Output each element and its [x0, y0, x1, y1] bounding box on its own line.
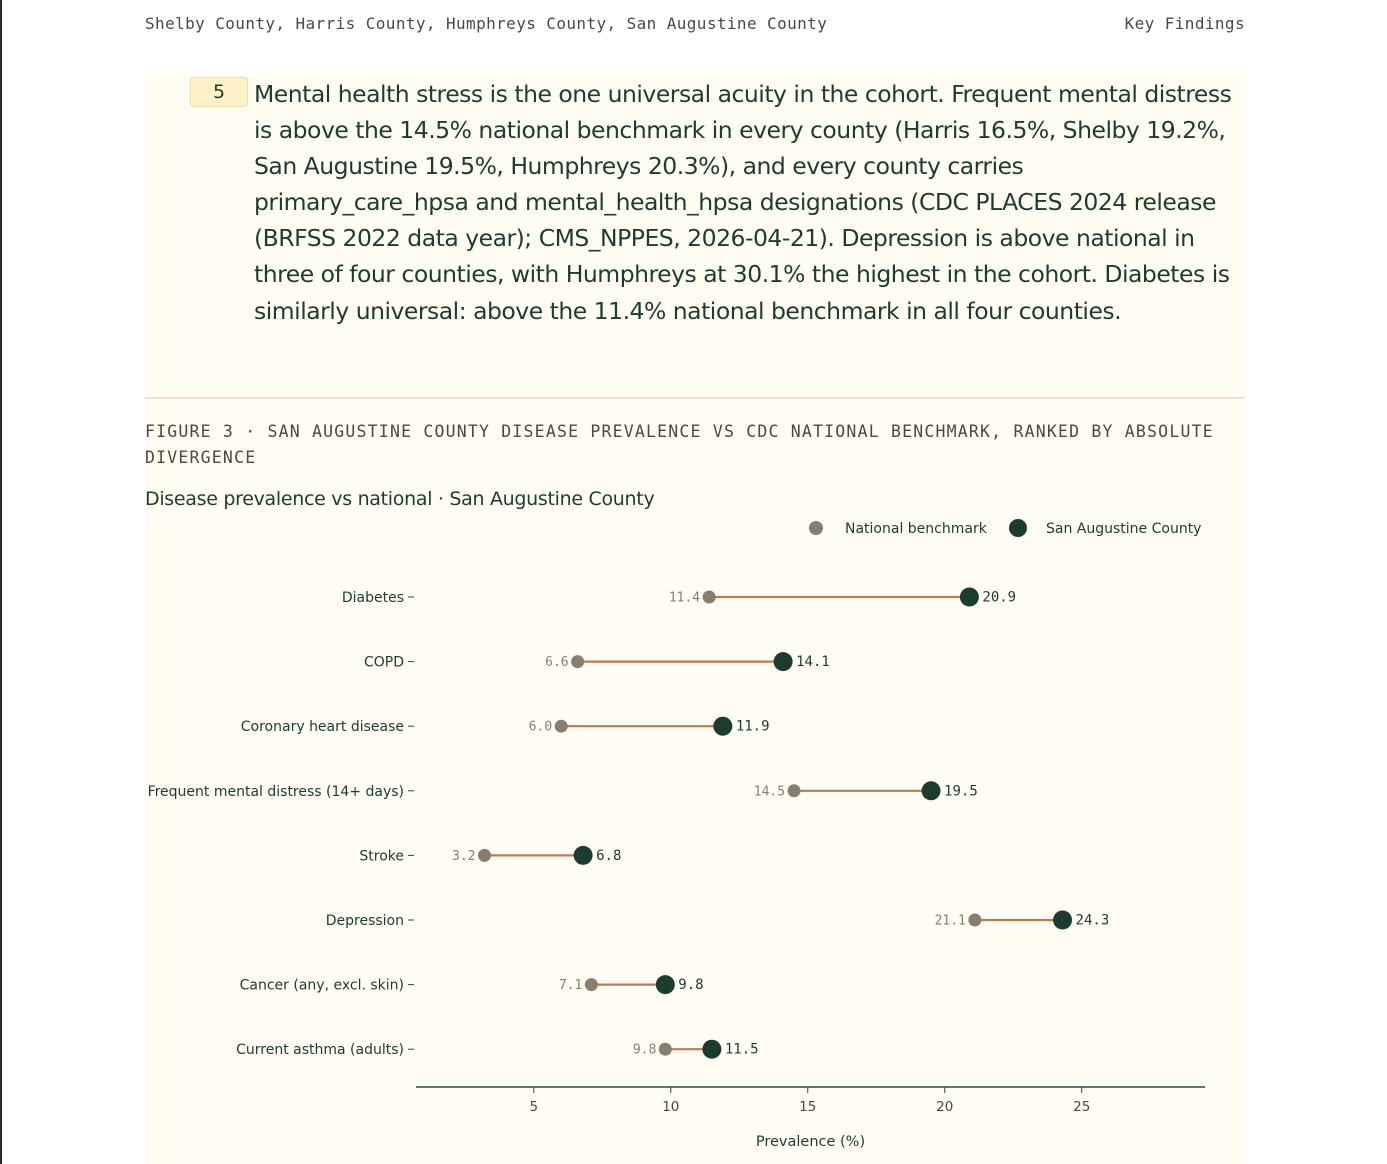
- category-label: Depression: [325, 913, 404, 929]
- county-value-label: 20.9: [982, 589, 1017, 606]
- county-value-label: 14.1: [796, 654, 830, 671]
- national-point: [585, 978, 598, 991]
- x-axis-label: Prevalence (%): [755, 1134, 866, 1150]
- legend-label-county: San Augustine County: [1046, 521, 1202, 537]
- category-label: Frequent mental distress (14+ days): [147, 783, 404, 800]
- dumbbell-chart: [145, 399, 1245, 1164]
- national-point: [478, 849, 491, 862]
- national-value-label: 14.5: [753, 784, 786, 800]
- national-point: [968, 914, 981, 927]
- county-point: [702, 1040, 721, 1059]
- national-value-label: 3.2: [452, 848, 476, 864]
- x-tick-label: 25: [1073, 1099, 1091, 1115]
- county-point: [960, 588, 979, 607]
- x-tick-label: 15: [799, 1099, 817, 1115]
- county-value-label: 6.8: [596, 847, 622, 864]
- finding-text: Mental health stress is the one universal acuity in the cohort. Frequent mental distress is above the 14.5% national benchmark in every county (Harris 16.5%, Shelby 19.2%, San Augustine 19.5%, Humphreys 20.3%), and every county carries primary_care_hpsa and mental_health_hpsa designations (CDC PLACES 2024 release (BRFSS 2022 data year); CMS_NPPES, 2026-04-21). Depression is above national in three of four counties, with Humphreys at 30.1% the highest in the cohort. Diabetes is similarly universal: above the 11.4% national benchmark in all four counties.: [254, 80, 1232, 325]
- national-value-label: 11.4: [668, 590, 701, 606]
- category-label: Diabetes: [341, 590, 404, 606]
- x-tick-label: 10: [662, 1099, 680, 1115]
- national-value-label: 7.1: [558, 978, 583, 994]
- header-counties: Shelby County, Harris County, Humphreys County, San Augustine County: [145, 14, 828, 33]
- national-value-label: 21.1: [934, 913, 966, 929]
- national-point: [571, 655, 584, 668]
- category-label: Coronary heart disease: [240, 719, 404, 736]
- national-point: [659, 1043, 672, 1056]
- chart-title: Disease prevalence vs national · San Augustine County: [145, 488, 655, 510]
- category-label: Cancer (any, excl. skin): [239, 977, 404, 994]
- finding-number-badge: 5: [190, 77, 248, 107]
- county-point: [1053, 911, 1072, 930]
- running-header: [145, 14, 1245, 40]
- page-left-rule: [0, 0, 2, 1164]
- category-label: Stroke: [359, 848, 404, 865]
- x-tick-label: 5: [529, 1099, 539, 1115]
- county-point: [774, 652, 793, 671]
- national-value-label: 6.6: [545, 655, 569, 671]
- county-point: [574, 846, 593, 865]
- figure-caption: FIGURE 3 · SAN AUGUSTINE COUNTY DISEASE PREVALENCE VS CDC NATIONAL BENCHMARK, RANKED BY ABSOLUTE DIVERGENCE: [145, 422, 1214, 467]
- national-value-label: 6.0: [528, 719, 553, 735]
- county-value-label: 19.5: [944, 783, 978, 800]
- x-tick-label: 20: [936, 1099, 954, 1115]
- legend-label-national: National benchmark: [845, 521, 987, 537]
- county-value-label: 9.8: [678, 977, 704, 994]
- national-value-label: 9.8: [632, 1042, 657, 1058]
- national-point: [555, 720, 568, 733]
- county-value-label: 11.5: [724, 1041, 759, 1058]
- national-point: [788, 784, 801, 797]
- legend-marker-national: [809, 521, 823, 535]
- county-value-label: 11.9: [735, 718, 770, 735]
- category-label: Current asthma (adults): [236, 1042, 404, 1059]
- county-value-label: 24.3: [1075, 912, 1110, 929]
- county-point: [922, 781, 941, 800]
- key-finding: [145, 74, 1245, 399]
- county-point: [656, 975, 675, 994]
- figure-block: [145, 399, 1245, 1164]
- category-label: COPD: [363, 654, 404, 671]
- national-point: [703, 591, 716, 604]
- legend-marker-county: [1009, 519, 1027, 537]
- header-section: Key Findings: [1124, 14, 1245, 33]
- county-point: [713, 717, 732, 736]
